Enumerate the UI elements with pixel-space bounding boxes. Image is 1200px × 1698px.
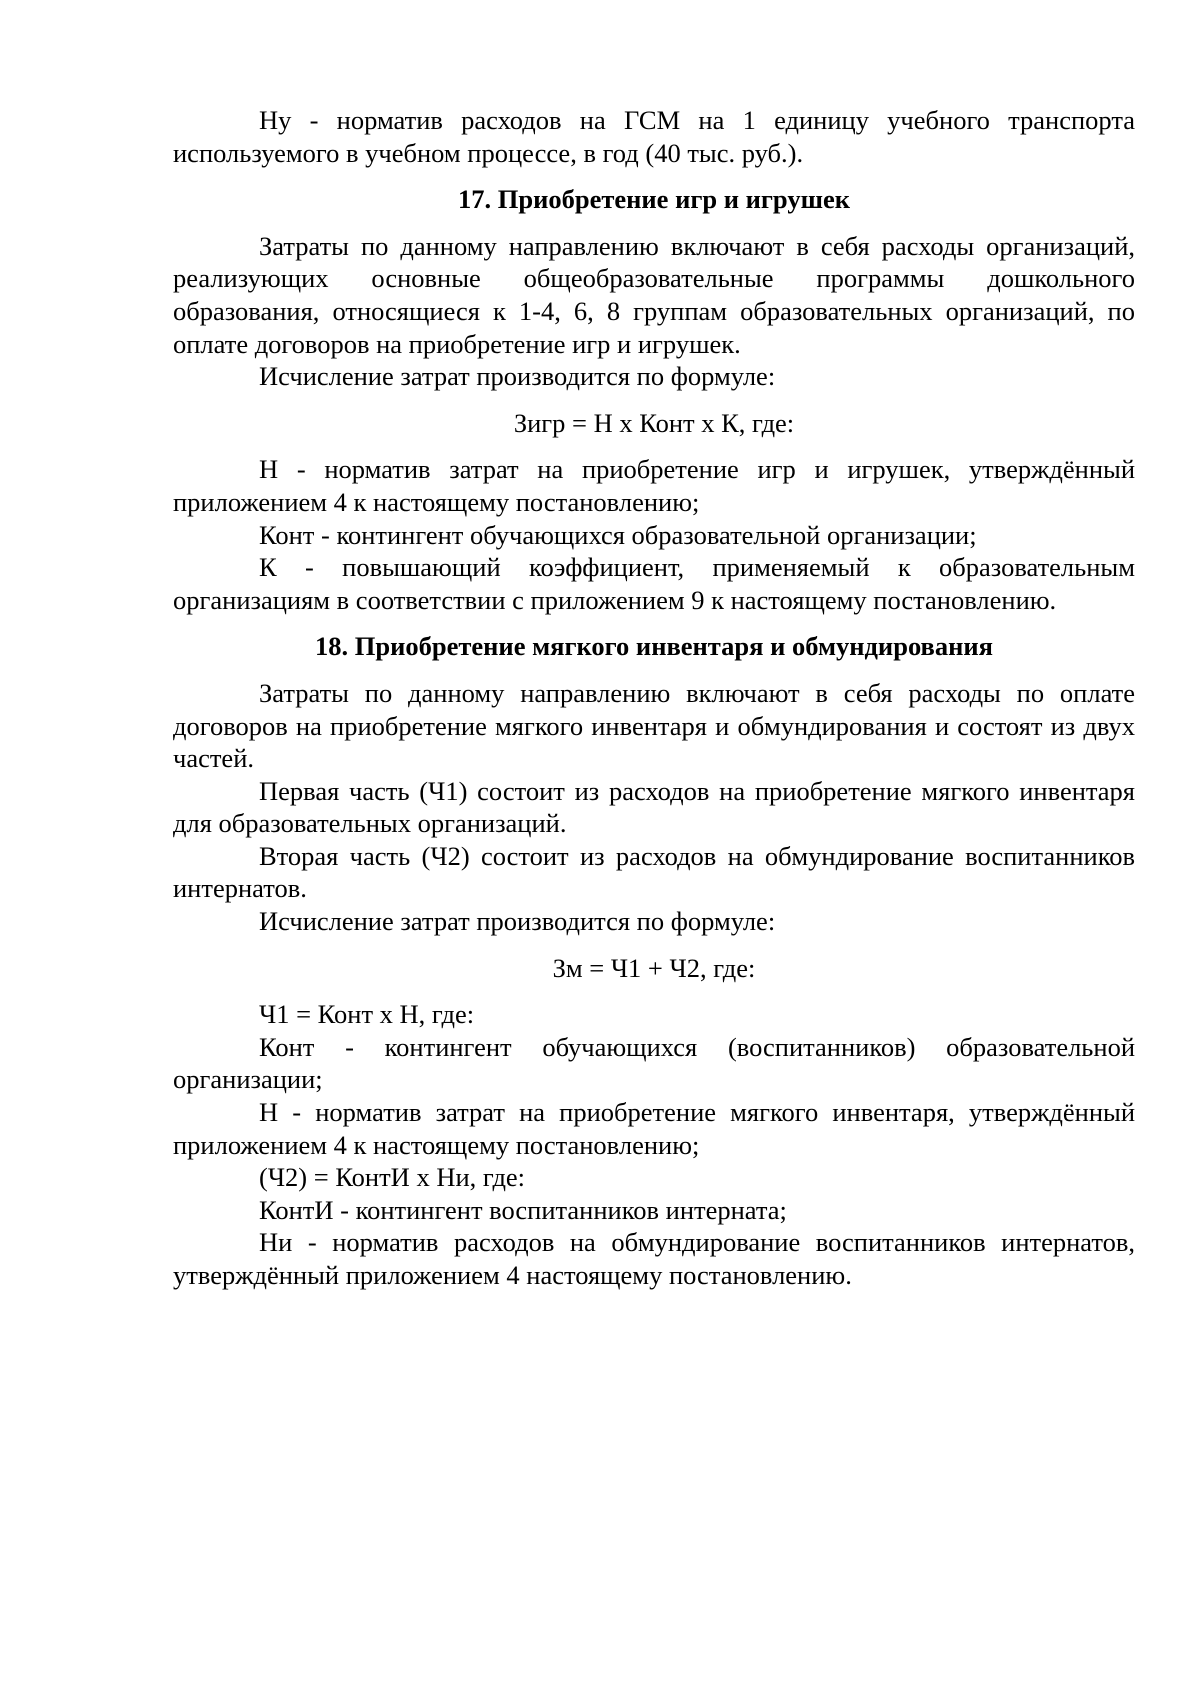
paragraph-formula-intro: Исчисление затрат производится по формуле: <box>259 361 776 392</box>
spacer <box>173 616 1135 630</box>
paragraph-kont-definition: Конт - контингент обучающихся образовательной организации; <box>259 519 977 550</box>
paragraph-ch2-formula: (Ч2) = КонтИ х Ни, где: <box>259 1162 526 1193</box>
spacer <box>173 938 1135 952</box>
spacer <box>173 216 1135 230</box>
section-heading-18: 18. Приобретение мягкого инвентаря и обмундирования <box>315 631 993 662</box>
paragraph-konti-definition: КонтИ - контингент воспитанников интерната; <box>259 1194 787 1225</box>
spacer <box>173 663 1135 677</box>
paragraph-part-2: Вторая часть (Ч2) состоит из расходов на обмундирование воспитанников интернатов. <box>173 840 1135 904</box>
paragraph-n-definition: Н - норматив затрат на приобретение игр и игрушек, утверждённый приложением 4 к настоящему постановлению; <box>173 454 1135 517</box>
paragraph-kont-definition-2: Конт - контингент обучающихся (воспитанников) образовательной организации; <box>173 1031 1135 1095</box>
spacer <box>173 439 1135 453</box>
document-page <box>173 104 1135 1292</box>
spacer <box>173 984 1135 998</box>
paragraph-toys-expenses: Затраты по данному направлению включают в себя расходы организаций, реализующих основные общеобразовательные программы дошкольного образования, относящиеся к 1-4, 6, 8 группам образовательных организаций, по оплате договоров на приобретение игр и игрушек. <box>173 230 1135 359</box>
formula-zm: Зм = Ч1 + Ч2, где: <box>552 952 756 983</box>
paragraph-n-definition-2: Н - норматив затрат на приобретение мягкого инвентаря, утверждённый приложением 4 к настоящему постановлению; <box>173 1097 1135 1160</box>
section-heading-17: 17. Приобретение игр и игрушек <box>458 184 850 215</box>
paragraph-k-definition: К - повышающий коэффициент, применяемый к образовательным организациям в соответствии с приложением 9 к настоящему постановлению. <box>173 552 1135 615</box>
paragraph-ny-definition: Ну - норматив расходов на ГСМ на 1 единицу учебного транспорта используемого в учебном процессе, в год (40 тыс. руб.). <box>173 105 1135 168</box>
paragraph-formula-intro-2: Исчисление затрат производится по формуле: <box>259 906 776 937</box>
paragraph-ch1-formula: Ч1 = Конт х Н, где: <box>259 999 475 1030</box>
spacer <box>173 169 1135 183</box>
formula-zigr: Зигр = Н х Конт х К, где: <box>513 407 795 438</box>
paragraph-inventory-expenses: Затраты по данному направлению включают в себя расходы по оплате договоров на приобретение мягкого инвентаря и обмундирования и состоят из двух частей. <box>173 677 1135 774</box>
paragraph-ni-definition: Ни - норматив расходов на обмундирование воспитанников интернатов, утверждённый приложением 4 настоящему постановлению. <box>173 1227 1135 1290</box>
spacer <box>173 393 1135 407</box>
paragraph-part-1: Первая часть (Ч1) состоит из расходов на приобретение мягкого инвентаря для образовательных организаций. <box>173 775 1135 839</box>
